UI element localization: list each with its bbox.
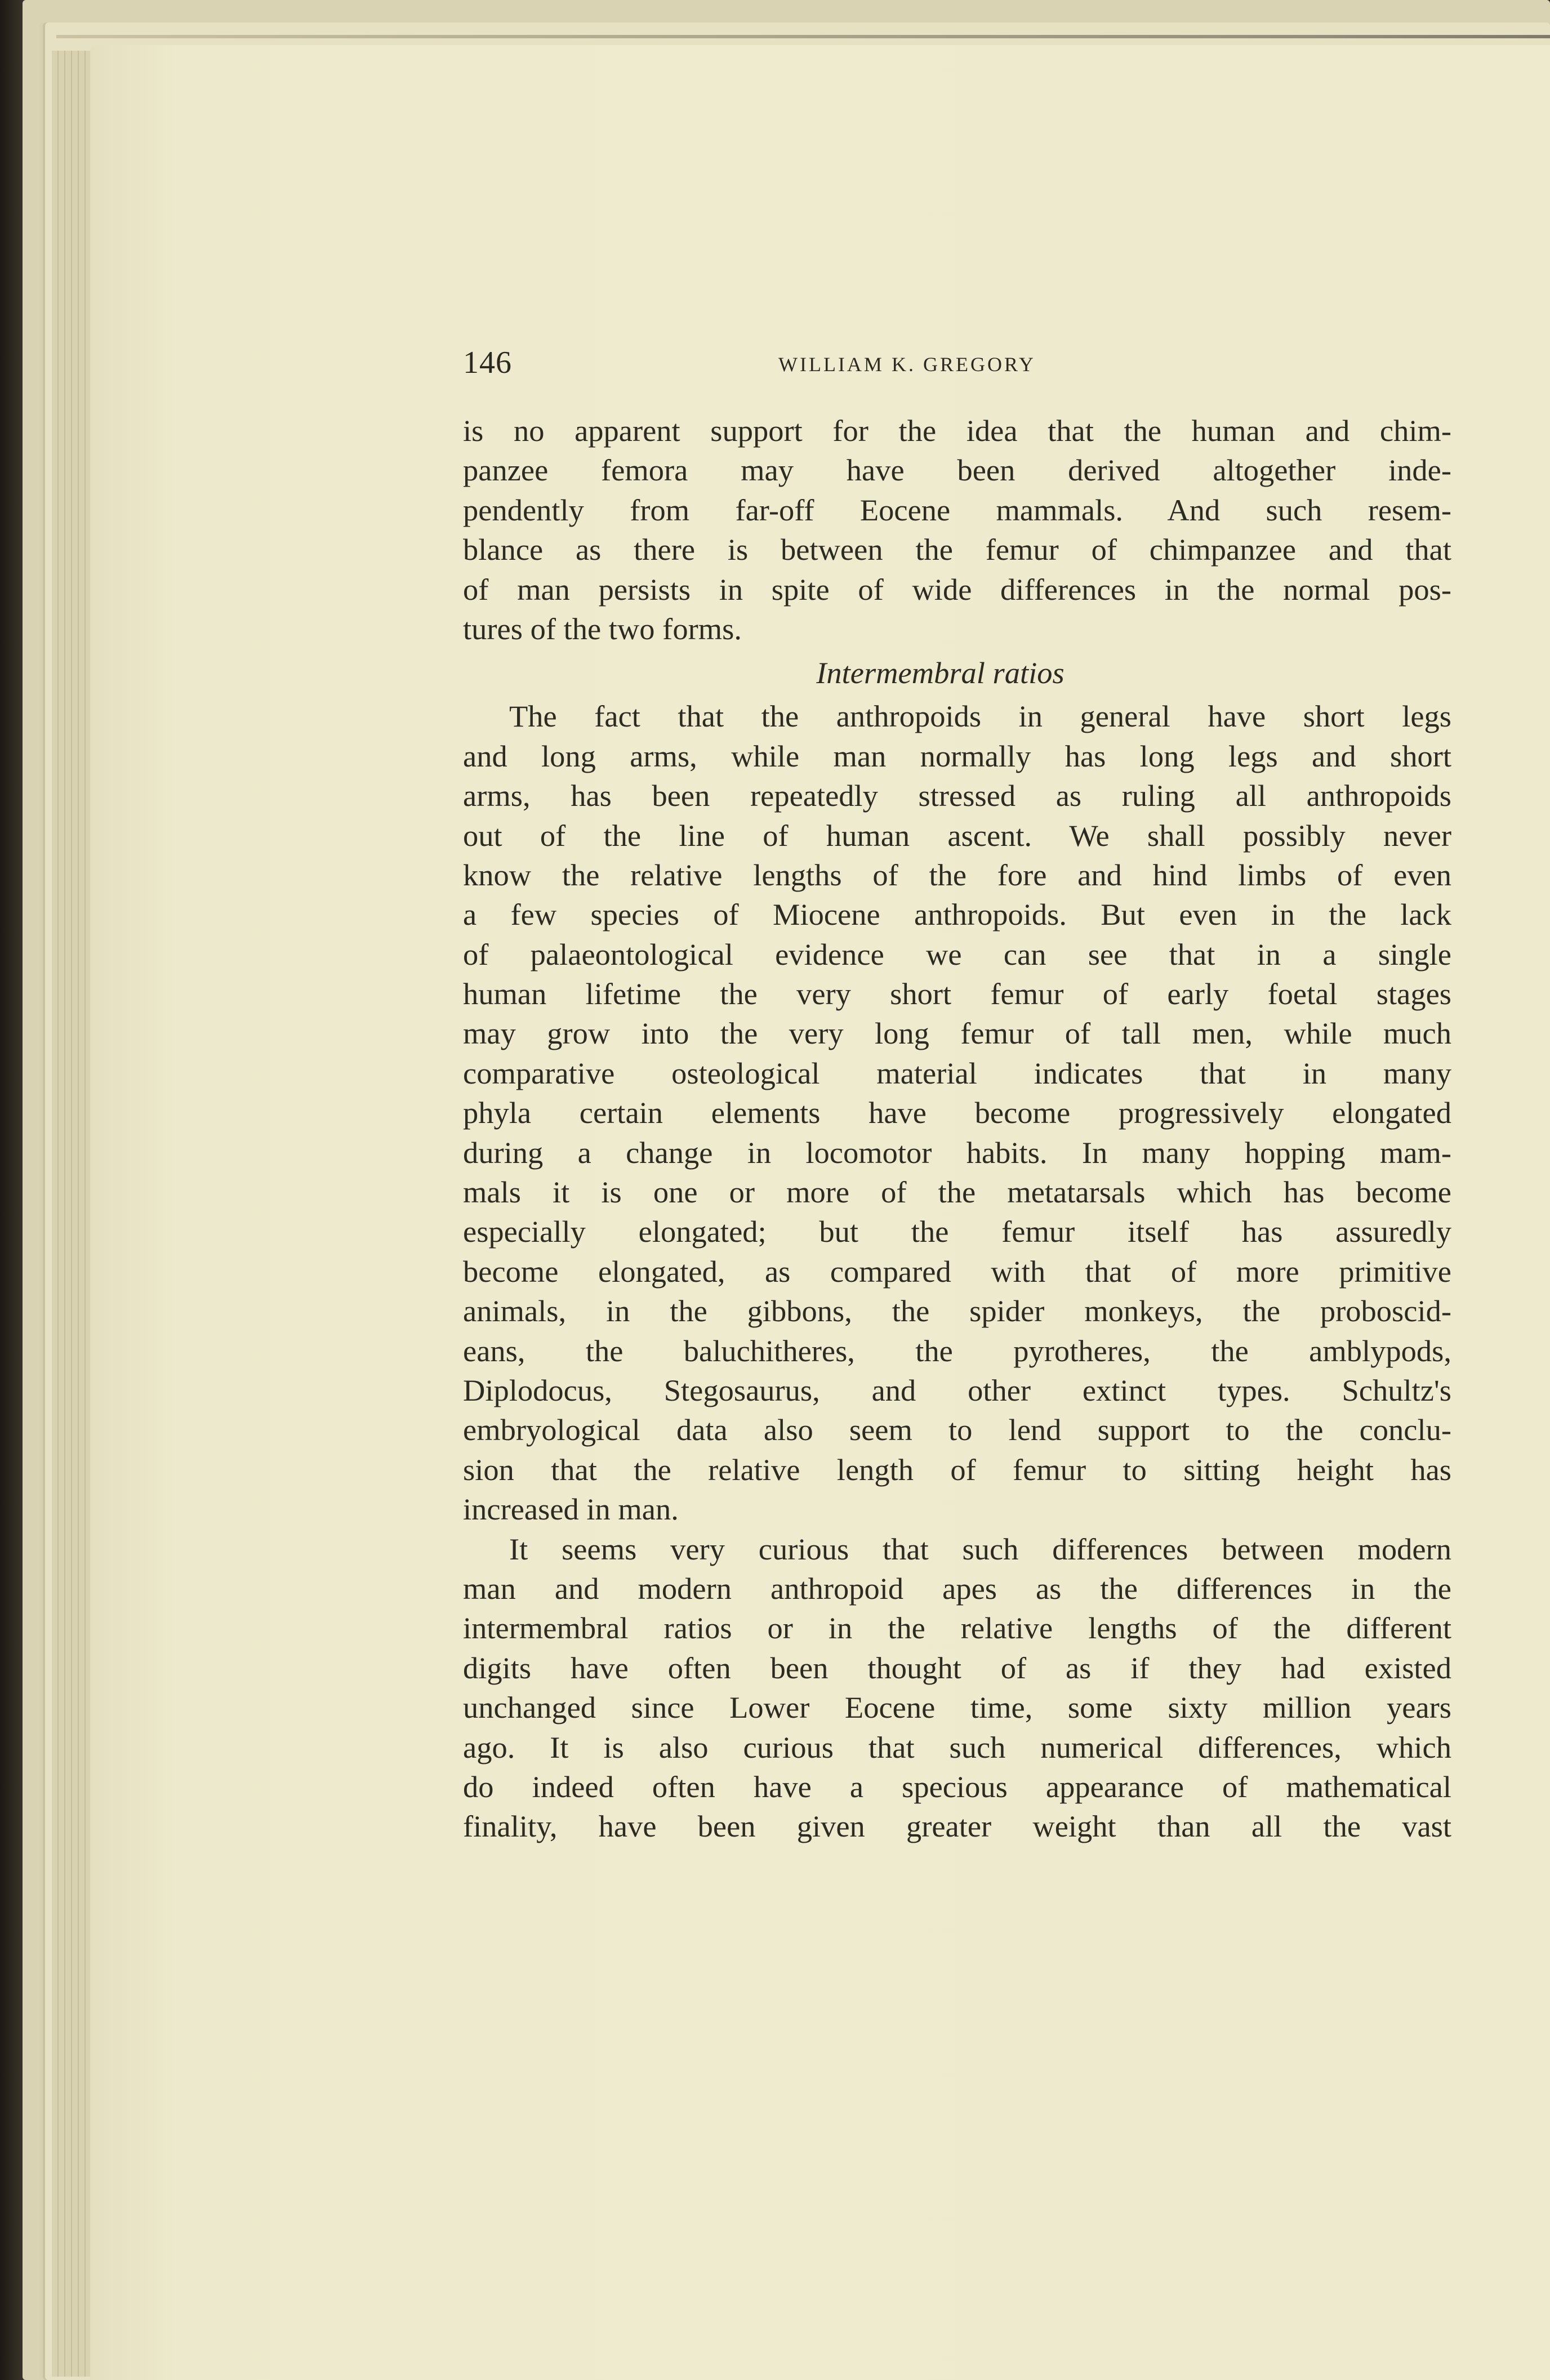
text-line: and long arms, while man normally has long legs and short: [463, 738, 1451, 773]
text-line: is no apparent support for the idea that the human and chim-: [463, 413, 1451, 448]
page-top-edge: [56, 35, 1550, 38]
running-head: WILLIAM K. GREGORY: [778, 353, 1036, 376]
text-line: human lifetime the very short femur of early foetal stages: [463, 977, 1451, 1011]
text-line: pendently from far-off Eocene mammals. And such resem-: [463, 492, 1451, 527]
paragraph-3: [463, 1530, 1451, 1847]
text-line: know the relative lengths of the fore and hind limbs of even: [463, 857, 1451, 892]
text-line: of palaeontological evidence we can see that in a single: [463, 937, 1451, 971]
text-line: embryological data also seem to lend support to the conclu-: [463, 1412, 1451, 1447]
text-line: ago. It is also curious that such numerical differences, which: [463, 1730, 1451, 1764]
text-line: a few species of Miocene anthropoids. But even in the lack: [463, 897, 1451, 932]
paragraph-2: [463, 697, 1451, 1529]
text-line: phyla certain elements have become progressively elongated: [463, 1095, 1451, 1130]
page-number: 146: [463, 345, 512, 380]
body-text: [463, 411, 1451, 1847]
text-line: sion that the relative length of femur to sitting height has: [463, 1452, 1451, 1487]
text-line: during a change in locomotor habits. In many hopping mam-: [463, 1135, 1451, 1170]
paragraph-1: [463, 411, 1451, 649]
text-line: may grow into the very long femur of tall men, while much: [463, 1016, 1451, 1051]
text-line: animals, in the gibbons, the spider monkeys, the proboscid-: [463, 1294, 1451, 1329]
text-line: Diplodocus, Stegosaurus, and other extinct types. Schultz's: [463, 1372, 1451, 1407]
text-line: do indeed often have a specious appearance of mathematical: [463, 1769, 1451, 1804]
text-line: especially elongated; but the femur itself has assuredly: [463, 1214, 1451, 1249]
text-line: arms, has been repeatedly stressed as ruling all anthropoids: [463, 778, 1451, 813]
text-line: digits have often been thought of as if they had existed: [463, 1650, 1451, 1685]
text-line: panzee femora may have been derived altogether inde-: [463, 453, 1451, 488]
text-line: become elongated, as compared with that of more primitive: [463, 1254, 1451, 1289]
text-line: intermembral ratios or in the relative lengths of the different: [463, 1611, 1451, 1646]
text-line: out of the line of human ascent. We shall possibly never: [463, 818, 1451, 853]
text-line: blance as there is between the femur of chimpanzee and that: [463, 532, 1451, 567]
text-line: increased in man.: [463, 1492, 679, 1527]
text-line: finality, have been given greater weight than all the vast: [463, 1809, 1451, 1844]
text-line: unchanged since Lower Eocene time, some sixty million years: [463, 1690, 1451, 1725]
page-stack-lines: [52, 51, 91, 2377]
text-line: comparative osteological material indicates that in many: [463, 1055, 1451, 1090]
text-line: eans, the baluchitheres, the pyrotheres, the amblypods,: [463, 1333, 1451, 1368]
text-line: man and modern anthropoid apes as the differences in the: [463, 1571, 1451, 1606]
text-line: The fact that the anthropoids in general have short legs: [509, 699, 1451, 734]
text-line: It seems very curious that such differences between modern: [509, 1531, 1451, 1566]
section-heading: Intermembral ratios: [816, 656, 1064, 690]
text-line: tures of the two forms.: [463, 611, 742, 646]
text-line: of man persists in spite of wide differences in the normal pos-: [463, 572, 1451, 607]
page-header: [463, 345, 1454, 390]
text-line: mals it is one or more of the metatarsals which has become: [463, 1175, 1451, 1210]
